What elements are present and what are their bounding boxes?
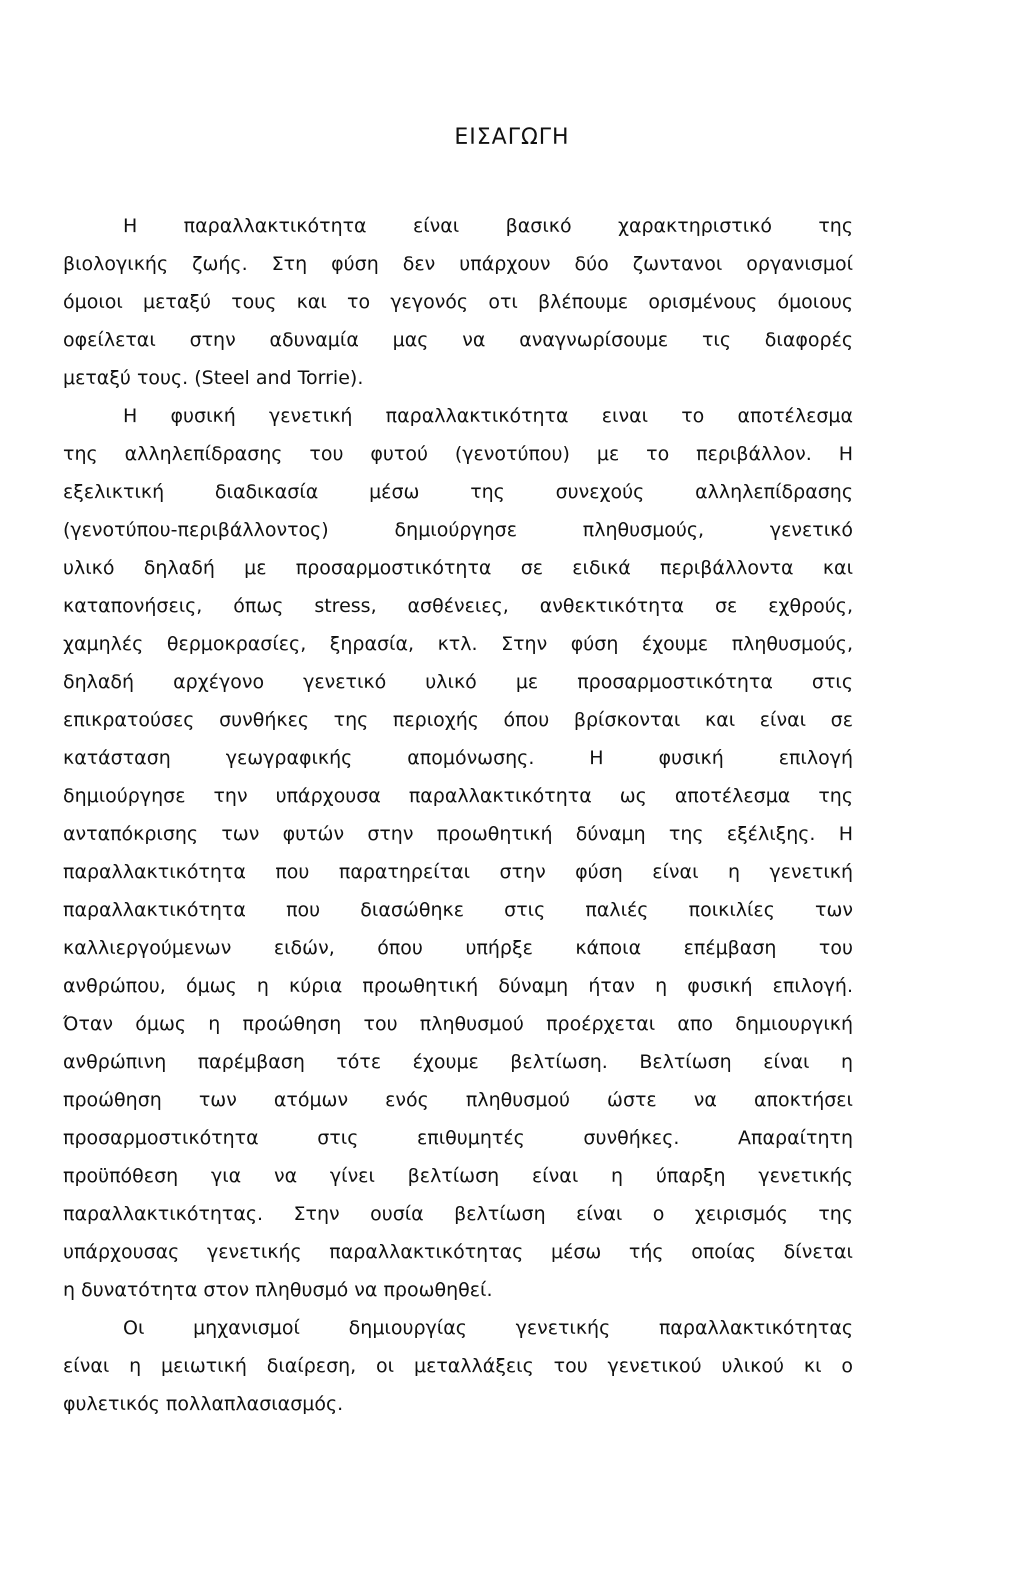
text-line: Η φυσική γενετική παραλλακτικότητα ειναι το αποτέλεσμα bbox=[123, 405, 853, 427]
text-line: κατάσταση γεωγραφικής απομόνωσης. Η φυσική επιλογή bbox=[63, 747, 853, 769]
text-line: μεταξύ τους. (Steel and Torrie). bbox=[63, 367, 364, 389]
text-line: παραλλακτικότητα που διασώθηκε στις παλιές ποικιλίες των bbox=[63, 899, 853, 921]
text-line: της αλληλεπίδρασης του φυτού (γενοτύπου) με το περιβάλλον. Η bbox=[63, 443, 853, 465]
text-line: υπάρχουσας γενετικής παραλλακτικότητας μέσω τής οποίας δίνεται bbox=[63, 1241, 853, 1263]
text-line: ανταπόκρισης των φυτών στην προωθητική δύναμη της εξέλιξης. Η bbox=[63, 823, 853, 845]
text-line: η δυνατότητα στον πληθυσμό να προωθηθεί. bbox=[63, 1279, 493, 1301]
text-line: εξελικτική διαδικασία μέσω της συνεχούς αλληλεπίδρασης bbox=[63, 481, 853, 503]
text-line: οφείλεται στην αδυναμία μας να αναγνωρίσουμε τις διαφορές bbox=[63, 329, 853, 351]
text-line: Όταν όμως η προώθηση του πληθυσμού προέρχεται απο δημιουργική bbox=[63, 1013, 853, 1035]
text-line: ανθρώπινη παρέμβαση τότε έχουμε βελτίωση. Βελτίωση είναι η bbox=[63, 1051, 853, 1073]
text-line: χαμηλές θερμοκρασίες, ξηρασία, κτλ. Στην φύση έχουμε πληθυσμούς, bbox=[63, 633, 853, 655]
text-line: παραλλακτικότητα που παρατηρείται στην φύση είναι η γενετική bbox=[63, 861, 853, 883]
text-line: ανθρώπου, όμως η κύρια προωθητική δύναμη ήταν η φυσική επιλογή. bbox=[63, 975, 853, 997]
text-line: όμοιοι μεταξύ τους και το γεγονός οτι βλέπουμε ορισμένους όμοιους bbox=[63, 291, 853, 313]
page-title: ΕΙΣΑΓΩΓΗ bbox=[454, 125, 570, 150]
text-line: υλικό δηλαδή με προσαρμοστικότητα σε ειδικά περιβάλλοντα και bbox=[63, 557, 853, 579]
text-line: προϋπόθεση για να γίνει βελτίωση είναι η ύπαρξη γενετικής bbox=[63, 1165, 853, 1187]
text-line: προώθηση των ατόμων ενός πληθυσμού ώστε να αποκτήσει bbox=[63, 1089, 853, 1111]
paragraph-3 bbox=[63, 1309, 853, 1423]
text-line: προσαρμοστικότητα στις επιθυμητές συνθήκες. Απαραίτητη bbox=[63, 1127, 853, 1149]
text-line: (γενοτύπου-περιβάλλοντος) δημιούργησε πληθυσμούς, γενετικό bbox=[63, 519, 853, 541]
text-line: Η παραλλακτικότητα είναι βασικό χαρακτηριστικό της bbox=[123, 215, 853, 237]
text-line: Οι μηχανισμοί δημιουργίας γενετικής παραλλακτικότητας bbox=[123, 1317, 853, 1339]
text-line: καταπονήσεις, όπως stress, ασθένειες, ανθεκτικότητα σε εχθρούς, bbox=[63, 595, 853, 617]
text-line: φυλετικός πολλαπλασιασμός. bbox=[63, 1393, 344, 1415]
text-line: καλλιεργούμενων ειδών, όπου υπήρξε κάποια επέμβαση του bbox=[63, 937, 853, 959]
text-line: δημιούργησε την υπάρχουσα παραλλακτικότητα ως αποτέλεσμα της bbox=[63, 785, 853, 807]
paragraph-1 bbox=[63, 207, 853, 397]
paragraph-2 bbox=[63, 397, 853, 1309]
text-line: δηλαδή αρχέγονο γενετικό υλικό με προσαρμοστικότητα στις bbox=[63, 671, 853, 693]
text-line: είναι η μειωτική διαίρεση, οι μεταλλάξεις του γενετικού υλικού κι ο bbox=[63, 1355, 853, 1377]
text-line: επικρατούσες συνθήκες της περιοχής όπου βρίσκονται και είναι σε bbox=[63, 709, 853, 731]
text-line: βιολογικής ζωής. Στη φύση δεν υπάρχουν δύο ζωντανοι οργανισμοί bbox=[63, 253, 853, 275]
text-line: παραλλακτικότητας. Στην ουσία βελτίωση είναι ο χειρισμός της bbox=[63, 1203, 853, 1225]
body-text bbox=[63, 207, 853, 1423]
